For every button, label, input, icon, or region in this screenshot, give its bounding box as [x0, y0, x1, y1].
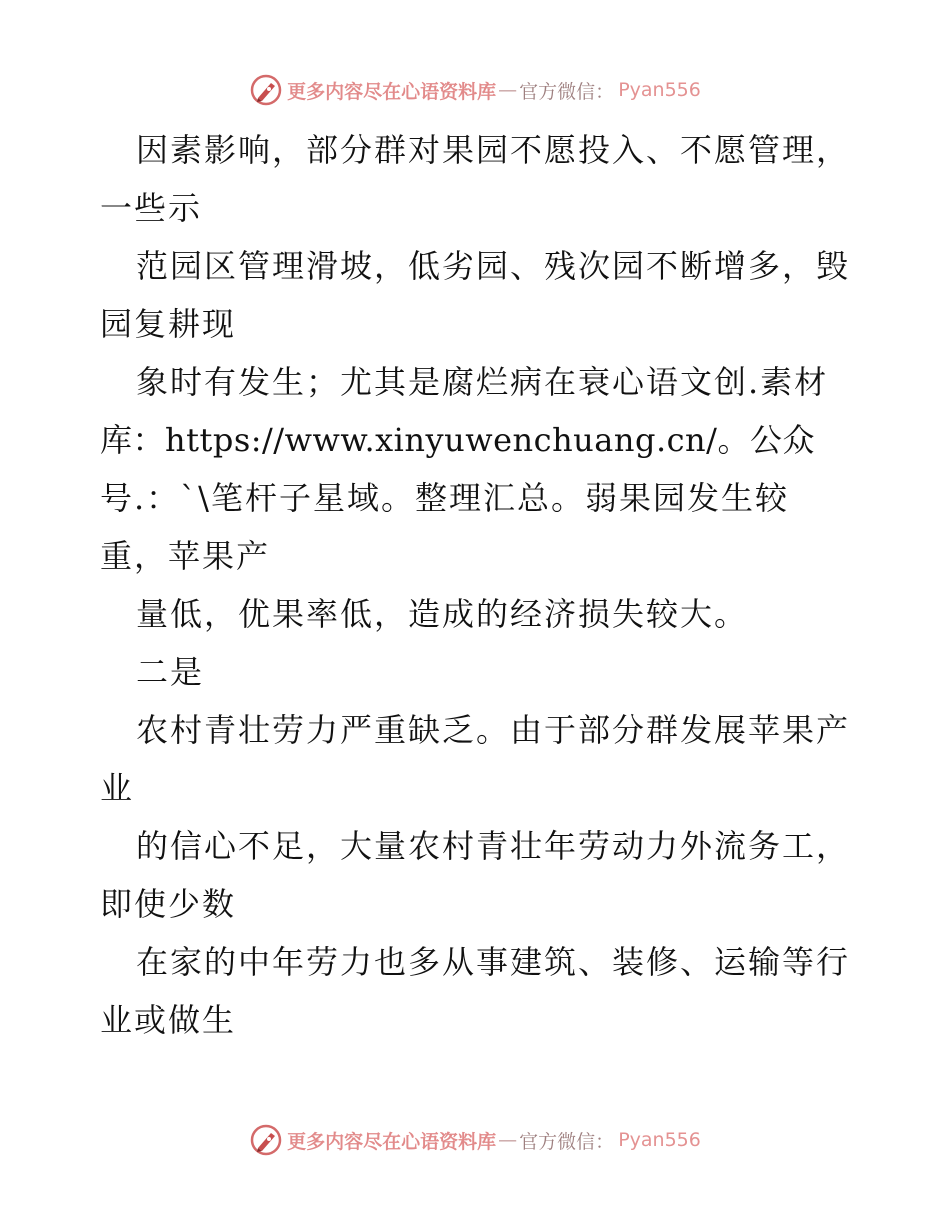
- text-line: 二是: [136, 653, 205, 691]
- watermark-official-label: 官方微信：: [519, 1130, 615, 1153]
- header-watermark: [0, 72, 950, 108]
- text-line: 范园区管理滑坡，低劣园、残次园不断增多，毁: [136, 247, 851, 285]
- text-line: 在家的中年劳力也多从事建筑、装修、运输等行: [136, 943, 851, 981]
- document-body: [100, 121, 860, 1049]
- text-line: 一些示: [100, 189, 203, 227]
- text-line: 因素影响，部分群对果园不愿投入、不愿管理，: [136, 131, 851, 169]
- footer-watermark: [0, 1122, 950, 1158]
- pen-logo-icon: [249, 73, 283, 107]
- text-line: 的信心不足，大量农村青壮年劳动力外流务工，: [136, 827, 851, 865]
- pen-logo-icon: [249, 1123, 283, 1157]
- text-line: 业: [100, 769, 135, 807]
- watermark-separator: —: [498, 79, 518, 101]
- watermark-official-label: 官方微信：: [519, 80, 615, 103]
- watermark-account: Pyan556: [618, 79, 701, 101]
- text-line: 业或做生: [100, 1001, 237, 1039]
- watermark-separator: —: [498, 1129, 518, 1151]
- watermark-brand: 更多内容尽在心语资料库: [287, 1130, 497, 1153]
- text-line: 量低，优果率低，造成的经济损失较大。: [136, 595, 749, 633]
- watermark-brand: 更多内容尽在心语资料库: [287, 80, 497, 103]
- text-line: 库：https://www.xinyuwenchuang.cn/。公众: [100, 421, 815, 459]
- text-line: 号.：`\笔杆子星域。整理汇总。弱果园发生较: [100, 479, 789, 517]
- text-line: 即使少数: [100, 885, 237, 923]
- text-line: 农村青壮劳力严重缺乏。由于部分群发展苹果产: [136, 711, 851, 749]
- text-line: 重，苹果产: [100, 537, 271, 575]
- text-line: 象时有发生；尤其是腐烂病在衰心语文创.素材: [136, 363, 829, 401]
- text-line: 园复耕现: [100, 305, 237, 343]
- watermark-account: Pyan556: [618, 1129, 701, 1151]
